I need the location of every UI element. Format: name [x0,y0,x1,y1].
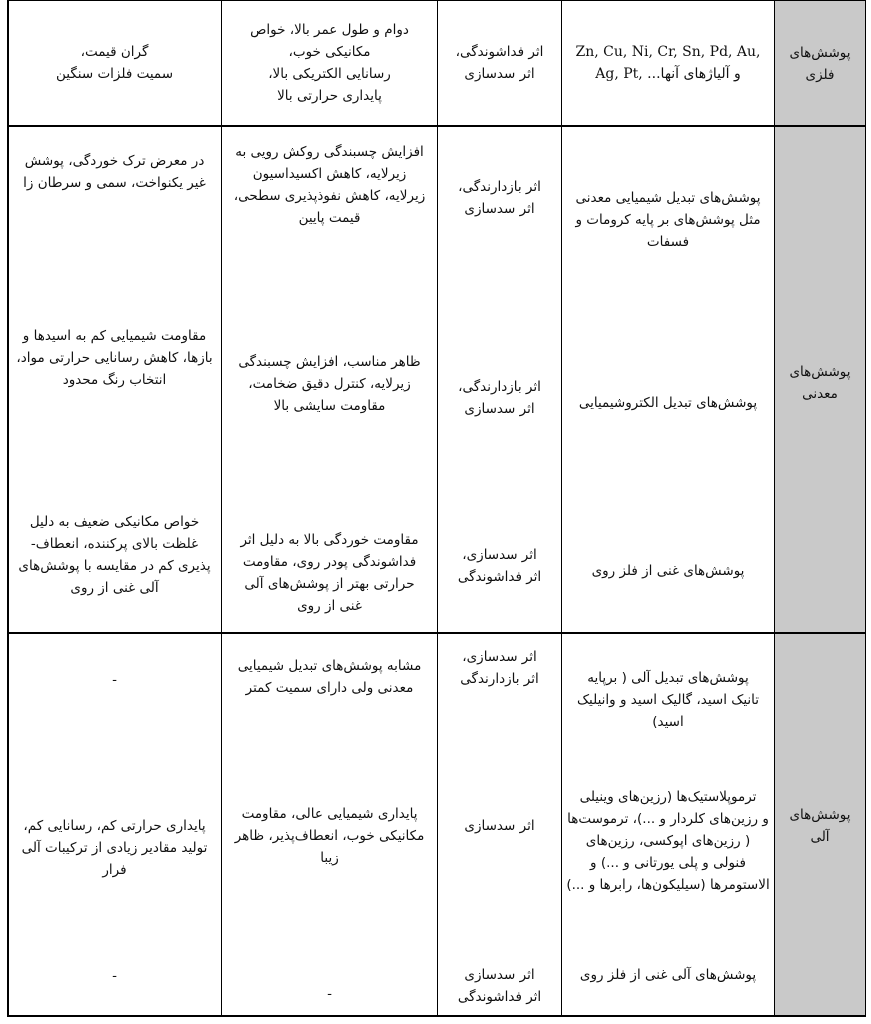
row-3-mechanism: اثر سدسازی، اثر فداشوندگی [457,547,542,585]
row-0-mechanism: اثر فداشوندگی، اثر سدسازی [455,44,544,82]
group-sep-inorganic [7,632,866,634]
row-0-disadvantages: گران قیمت، سمیت فلزات سنگین [55,44,174,82]
row-3-advantages: مقاومت خوردگی بالا به دلیل اثر فداشوندگی پودر روی، مقاومت حرارتی بهتر از پوشش‌های آلی غنی از روی [240,532,419,614]
row-3-disadvantages: خواص مکانیکی ضعیف به دلیل غلظت بالای پرکننده، انعطاف- پذیری کم در مقایسه با پوشش‌های آلی غنی از روی [18,514,211,596]
col-sep-1 [221,0,222,1017]
category-column-shade [775,0,865,1016]
row-2-disadvantages: مقاومت شیمیایی کم به اسیدها و بازها، کاهش رسانایی حرارتی مواد، انتخاب رنگ محدود [16,328,213,388]
row-5-mechanism: اثر سدسازی [464,818,535,834]
row-0-advantages: دوام و طول عمر بالا، خواص مکانیکی خوب، رسانایی الکتریکی بالا، پایداری حرارتی بالا [250,22,409,104]
col-sep-3 [561,0,562,1017]
row-6-coating: پوشش‌های آلی غنی از فلز روی [579,967,757,983]
table-border-right [865,0,866,1017]
table-border-left [7,0,9,1017]
category-inorganic: پوشش‌های معدنی [789,364,851,402]
row-6-mechanism: اثر سدسازی اثر فداشوندگی [457,967,542,1005]
row-0-coating: Zn, Cu, Ni, Cr, Sn, Pd, Au, Ag, Pt, ...و آلیاژهای آنها [575,44,761,82]
row-4-advantages: مشابه پوشش‌های تبدیل شیمیایی معدنی ولی دارای سمیت کمتر [237,658,422,696]
col-sep-4 [774,0,775,1017]
row-5-disadvantages: پایداری حرارتی کم، رسانایی کم، تولید مقادیر زیادی از ترکیبات آلی فرار [21,818,208,878]
row-6-advantages: - [327,986,332,1002]
row-3-coating: پوشش‌های غنی از فلز روی [591,563,745,579]
col-sep-2 [437,0,438,1017]
row-1-disadvantages: در معرض ترک خوردگی، پوشش غیر یکنواخت، سمی و سرطان زا [23,153,206,191]
group-sep-metallic [7,125,866,127]
row-1-advantages: افزایش چسبندگی روکش رویی به زیرلایه، کاهش اکسیداسیون زیرلایه، کاهش نفوذپذیری سطحی، قیمت پایین [233,144,426,226]
row-1-coating: پوشش‌های تبدیل شیمیایی معدنی مثل پوشش‌های بر پایه کرومات و فسفات [575,190,761,250]
row-1-mechanism: اثر بازدارندگی، اثر سدسازی [458,179,541,217]
row-4-mechanism: اثر سدسازی، اثر بازدارندگی [460,649,539,687]
category-organic: پوشش‌های آلی [789,807,851,845]
row-4-disadvantages: - [112,672,117,688]
row-5-advantages: پایداری شیمیایی عالی، مقاومت مکانیکی خوب، انعطاف‌پذیر، ظاهر زیبا [234,806,425,866]
row-6-disadvantages: - [112,968,117,984]
category-metallic: پوشش‌های فلزی [789,45,851,83]
row-2-coating: پوشش‌های تبدیل الکتروشیمیایی [578,395,758,411]
row-2-mechanism: اثر بازدارندگی، اثر سدسازی [458,379,541,417]
row-2-advantages: ظاهر مناسب، افزایش چسبندگی زیرلایه، کنترل دقیق ضخامت، مقاومت سایشی بالا [238,354,421,414]
row-4-coating: پوشش‌های تبدیل آلی ( برپایه تانیک اسید، گالیک اسید و وانیلیک اسید) [576,670,760,730]
row-5-coating: ترموپلاستیک‌ها (رزین‌های وینیلی و رزین‌های کلردار و ...)، ترموست‌ها ( رزین‌های اپوکسی، رزین‌های فنولی و پلی یورتانی و ...) و الاستومرها (سیلیکون‌ها، رابرها و ...) [566,789,770,893]
